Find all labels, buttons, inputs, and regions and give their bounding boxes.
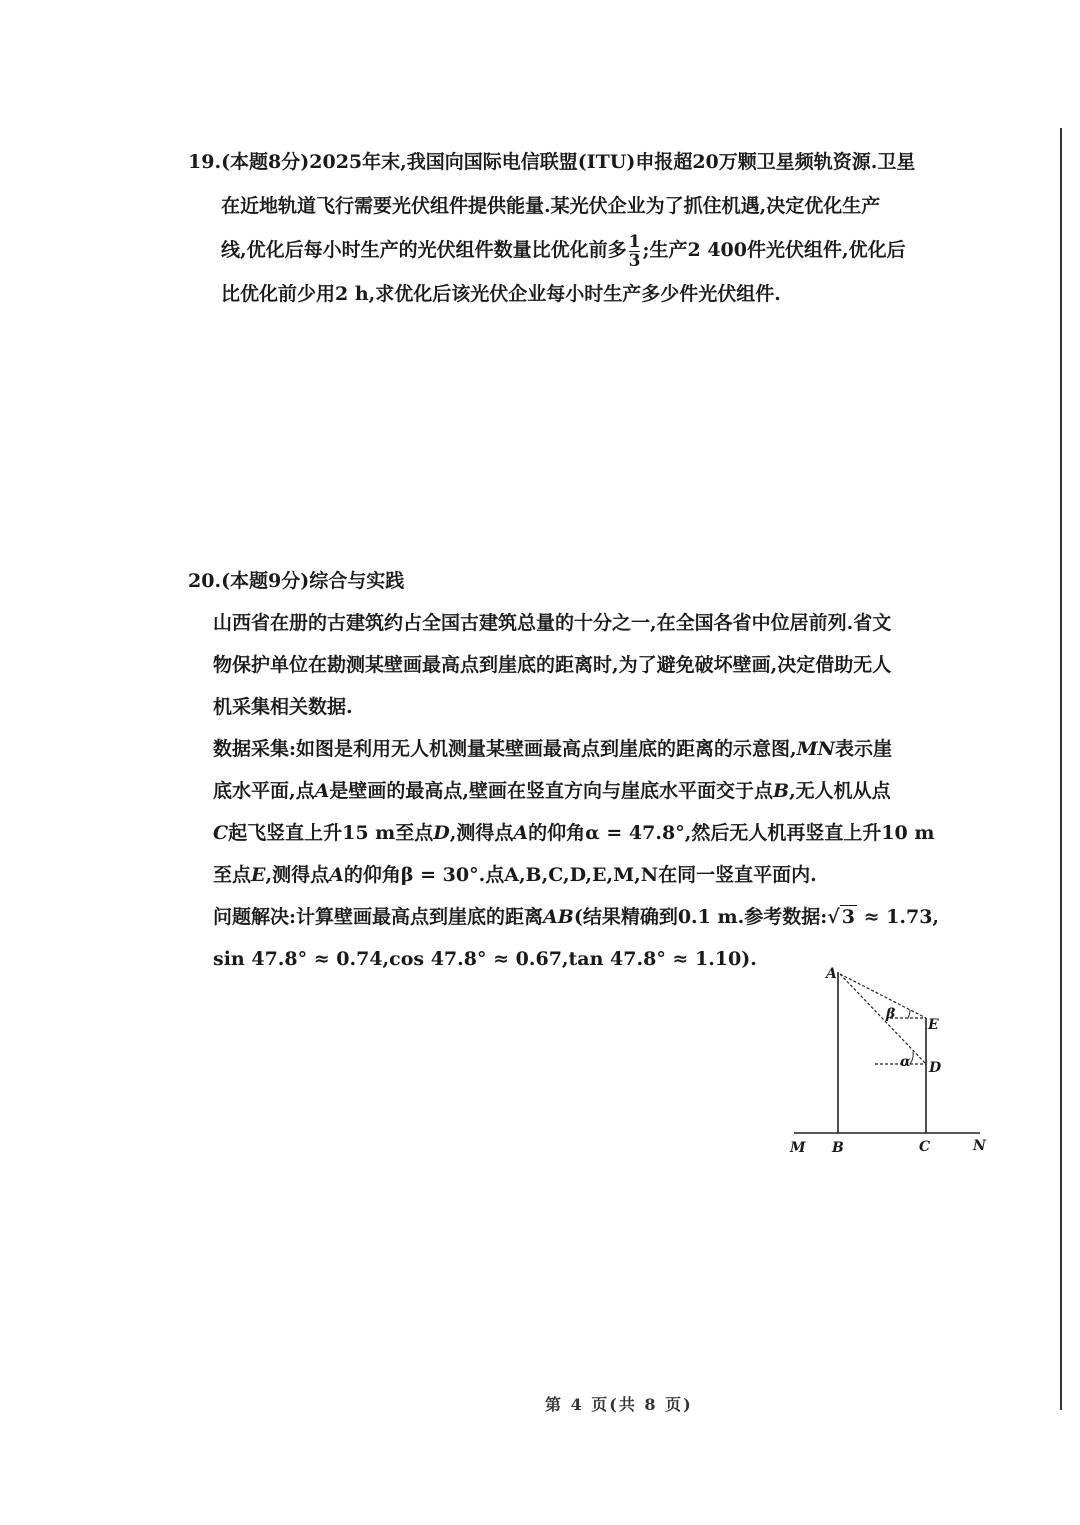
q20-p2-l2a: 底水平面,点 bbox=[213, 780, 315, 802]
q20-p1-line2: 物保护单位在勘测某壁画最高点到崖底的距离时,为了避免破坏壁画,决定借助无人 bbox=[213, 654, 892, 676]
q20-p2-line2 bbox=[188, 770, 1003, 812]
q20-p2-line3 bbox=[188, 812, 1003, 854]
question-20 bbox=[188, 560, 1003, 980]
sight-line-ad bbox=[840, 974, 926, 1064]
q20-p3-line2: sin 47.8° ≈ 0.74,cos 47.8° ≈ 0.67,tan 47.8° ≈ 1.10). bbox=[213, 948, 757, 970]
q20-p2-l4a: 至点 bbox=[213, 864, 252, 886]
q20-p2-text: 如图是利用无人机测量某壁画最高点到崖底的距离的示意图, bbox=[296, 738, 797, 760]
fraction-denominator: 3 bbox=[628, 250, 641, 271]
label-alpha: α bbox=[900, 1054, 911, 1070]
problem-solving-label: 问题解决: bbox=[213, 906, 297, 928]
q20-p3-l1b: (结果精确到0.1 m.参考数据: bbox=[573, 906, 828, 928]
q20-p2-l2c: ,无人机从点 bbox=[789, 780, 891, 802]
figure-svg bbox=[780, 960, 1000, 1160]
q20-p1-line1: 山西省在册的古建筑约占全国古建筑总量的十分之一,在全国各省中位居前列.省文 bbox=[213, 612, 892, 634]
q20-point-a3: A bbox=[329, 864, 344, 886]
q19-number: 19. bbox=[188, 151, 222, 173]
label-c: C bbox=[919, 1139, 931, 1155]
q20-p2-l3a: 起飞竖直上升15 m至点 bbox=[228, 822, 434, 844]
q20-p2-l4c: 的仰角β = 30°.点A,B,C,D,E,M,N在同一竖直平面内. bbox=[343, 864, 817, 886]
q20-heading bbox=[188, 560, 1003, 602]
q20-point-d: D bbox=[433, 822, 450, 844]
q20-p2-l3c: 的仰角α = 47.8°,然后无人机再竖直上升10 m bbox=[528, 822, 935, 844]
fraction-one-third bbox=[629, 233, 641, 270]
q20-p2-l2b: 是壁画的最高点,壁画在竖直方向与崖底水平面交于点 bbox=[329, 780, 773, 802]
q20-points: (本题9分) bbox=[221, 570, 310, 592]
q20-p2-line4 bbox=[188, 854, 1003, 896]
q20-p3-l1c: ≈ 1.73, bbox=[856, 906, 940, 928]
label-n: N bbox=[973, 1138, 986, 1154]
q20-p1-line3: 机采集相关数据. bbox=[213, 696, 353, 718]
drone-measurement-figure bbox=[780, 960, 1000, 1160]
label-b: B bbox=[832, 1140, 844, 1156]
data-collection-label: 数据采集: bbox=[213, 738, 297, 760]
q20-p2-l3b: ,测得点 bbox=[449, 822, 514, 844]
q19-points: (本题8分) bbox=[221, 151, 310, 173]
q20-ab: AB bbox=[543, 906, 574, 928]
q20-point-e: E bbox=[251, 864, 266, 886]
q20-p3-line1 bbox=[188, 896, 1003, 938]
q20-p2-l4b: ,测得点 bbox=[265, 864, 330, 886]
label-a: A bbox=[826, 966, 837, 982]
page-footer: 第 4 页(共 8 页) bbox=[545, 1395, 693, 1414]
beta-arc bbox=[908, 1010, 910, 1018]
q20-point-b: B bbox=[773, 780, 790, 802]
label-beta: β bbox=[886, 1006, 896, 1022]
q20-point-a: A bbox=[314, 780, 330, 802]
sqrt-radicand: 3 bbox=[841, 906, 855, 928]
sight-line-ae bbox=[840, 974, 926, 1018]
label-m: M bbox=[790, 1140, 806, 1156]
q20-point-c: C bbox=[213, 822, 229, 844]
label-e: E bbox=[928, 1017, 939, 1033]
q20-point-a2: A bbox=[513, 822, 529, 844]
sqrt-symbol: √ bbox=[827, 906, 840, 928]
q20-number: 20. bbox=[188, 570, 222, 592]
page-edge-rule bbox=[1060, 128, 1062, 1410]
q19-line2: 在近地轨道飞行需要光伏组件提供能量.某光伏企业为了抓住机遇,决定优化生产 bbox=[221, 195, 881, 217]
q19-line3 bbox=[188, 228, 998, 272]
q20-p3-l1a: 计算壁画最高点到崖底的距离 bbox=[296, 906, 544, 928]
sqrt-three bbox=[827, 896, 857, 938]
q20-mn: MN bbox=[796, 738, 836, 760]
q20-p2-line1 bbox=[188, 728, 1003, 770]
q20-p2-text-b: 表示崖 bbox=[835, 738, 893, 760]
q19-line3-before: 线,优化后每小时生产的光伏组件数量比优化前多 bbox=[221, 239, 627, 261]
q19-line4: 比优化前少用2 h,求优化后该光伏企业每小时生产多少件光伏组件. bbox=[221, 283, 781, 305]
q20-title: 综合与实践 bbox=[309, 570, 405, 592]
question-19 bbox=[188, 140, 998, 316]
q19-line3-after: ;生产2 400件光伏组件,优化后 bbox=[642, 239, 906, 261]
q19-line1: 2025年末,我国向国际电信联盟(ITU)申报超20万颗卫星频轨资源.卫星 bbox=[309, 151, 916, 173]
fraction-numerator: 1 bbox=[628, 231, 641, 252]
label-d: D bbox=[929, 1060, 942, 1076]
